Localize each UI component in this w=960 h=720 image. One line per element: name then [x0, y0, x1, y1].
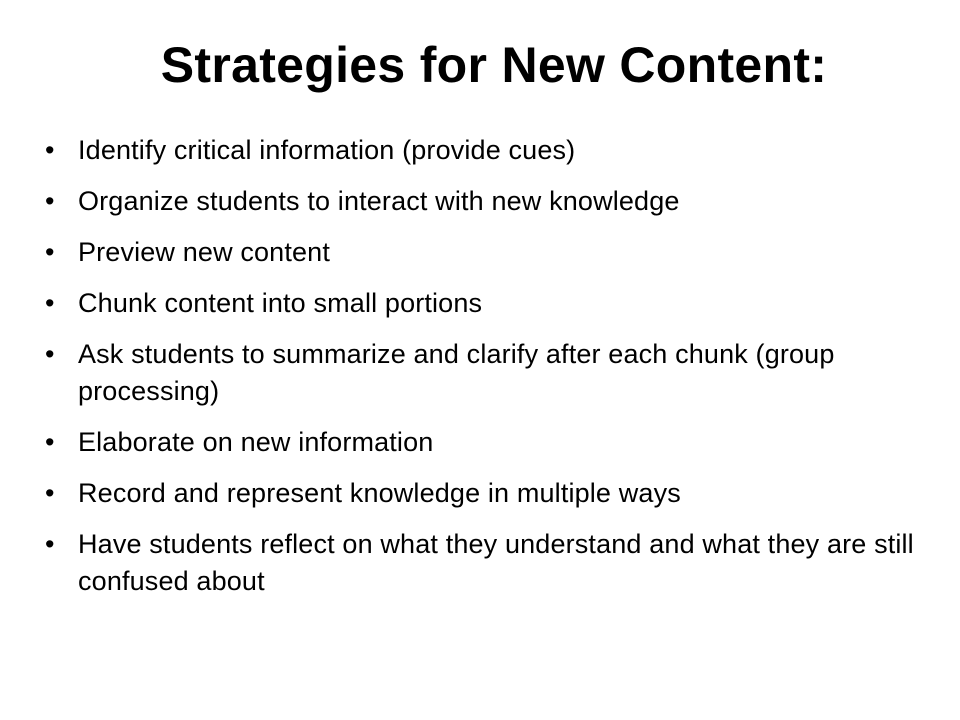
list-item	[45, 234, 935, 271]
list-item	[45, 183, 935, 220]
bullet-text: Identify critical information (provide cues)	[78, 135, 576, 165]
bullet-icon: •	[45, 288, 55, 318]
bullet-icon: •	[45, 529, 55, 559]
bullet-text: Ask students to summarize and clarify after each chunk (group processing)	[78, 339, 835, 406]
list-item	[45, 526, 935, 600]
bullet-icon: •	[45, 186, 55, 216]
bullet-icon: •	[45, 427, 55, 457]
slide-title: Strategies for New Content:	[160, 37, 828, 93]
list-item	[45, 336, 935, 410]
bullet-list	[45, 132, 935, 614]
bullet-text: Have students reflect on what they understand and what they are still confused about	[78, 529, 914, 596]
bullet-text: Organize students to interact with new knowledge	[78, 186, 680, 216]
list-item	[45, 132, 935, 169]
bullet-icon: •	[45, 135, 55, 165]
bullet-icon: •	[45, 478, 55, 508]
bullet-text: Record and represent knowledge in multiple ways	[78, 478, 681, 508]
bullet-text: Elaborate on new information	[78, 427, 434, 457]
list-item	[45, 285, 935, 322]
bullet-text: Preview new content	[78, 237, 330, 267]
list-item	[45, 475, 935, 512]
bullet-icon: •	[45, 339, 55, 369]
bullet-text: Chunk content into small portions	[78, 288, 483, 318]
bullet-icon: •	[45, 237, 55, 267]
list-item	[45, 424, 935, 461]
